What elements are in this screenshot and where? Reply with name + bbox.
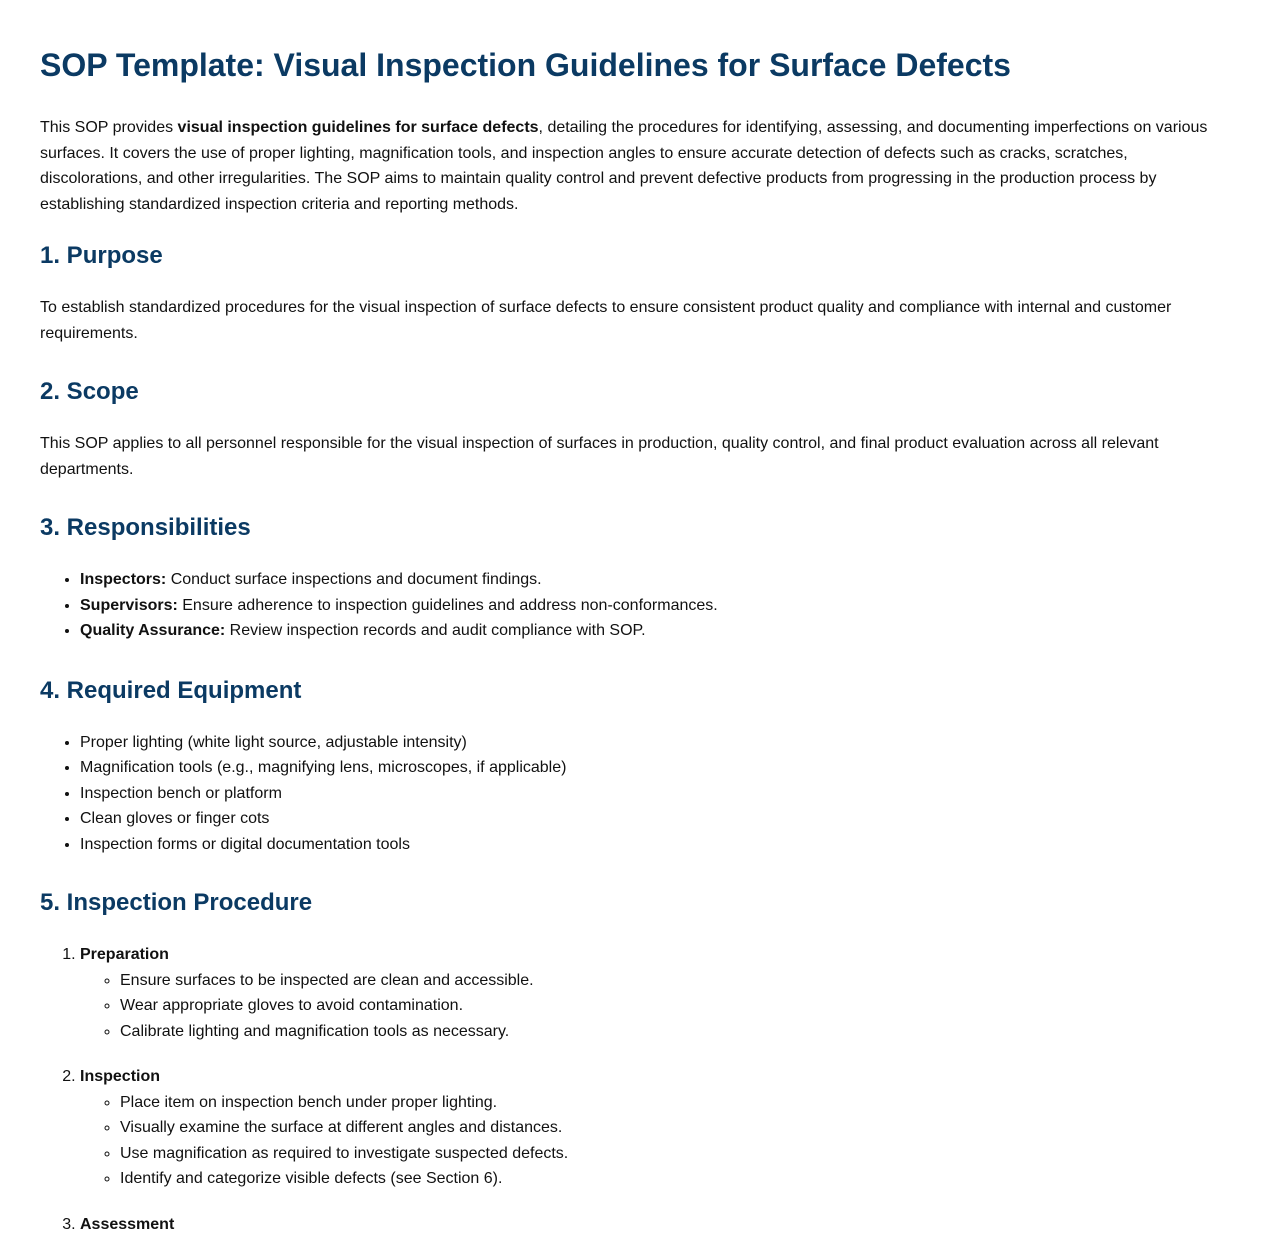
procedure-step xyxy=(80,1212,1223,1237)
step-title: Inspection xyxy=(80,1068,160,1085)
list-item: ◦ Use magnification as required to investigate suspected defects. xyxy=(120,1141,1223,1167)
responsibilities-list xyxy=(40,567,1223,644)
intro-bold: visual inspection guidelines for surface defects xyxy=(178,119,539,136)
role-label: Supervisors: xyxy=(80,597,178,614)
role-text: Review inspection records and audit compliance with SOP. xyxy=(225,622,645,639)
list-item xyxy=(80,618,1223,644)
list-item xyxy=(80,567,1223,593)
list-item: • Inspection bench or platform xyxy=(80,781,1223,807)
list-item: ◦ Calibrate lighting and magnification tools as necessary. xyxy=(120,1019,1223,1045)
intro-paragraph xyxy=(40,115,1223,217)
procedure-heading: 5. Inspection Procedure xyxy=(40,888,1223,918)
list-item: ◦ Wear appropriate gloves to avoid contamination. xyxy=(120,993,1223,1019)
responsibilities-heading: 3. Responsibilities xyxy=(40,513,1223,543)
list-item: • Inspection forms or digital documentation tools xyxy=(80,832,1223,858)
equipment-list xyxy=(40,730,1223,858)
role-text: Conduct surface inspections and document findings. xyxy=(166,571,541,588)
list-item: • Clean gloves or finger cots xyxy=(80,806,1223,832)
equipment-heading: 4. Required Equipment xyxy=(40,676,1223,706)
role-label: Inspectors: xyxy=(80,571,166,588)
purpose-heading: 1. Purpose xyxy=(40,241,1223,271)
list-item: • Proper lighting (white light source, adjustable intensity) xyxy=(80,730,1223,756)
list-item: ◦ Visually examine the surface at different angles and distances. xyxy=(120,1115,1223,1141)
purpose-text: To establish standardized procedures for the visual inspection of surface defects to ensure consistent product quality and compliance with internal and customer requirements. xyxy=(40,295,1223,346)
step-substeps xyxy=(80,1090,1223,1192)
page-title: SOP Template: Visual Inspection Guidelines for Surface Defects xyxy=(40,0,1223,85)
procedure-step xyxy=(80,942,1223,1044)
procedure-steps xyxy=(40,942,1223,1237)
role-label: Quality Assurance: xyxy=(80,622,225,639)
list-item: • Magnification tools (e.g., magnifying lens, microscopes, if applicable) xyxy=(80,755,1223,781)
step-title: Preparation xyxy=(80,946,169,963)
intro-suffix: , detailing the procedures for identifying, assessing, and documenting imperfections on various surfaces. It covers the use of proper lighting, magnification tools, and inspection angles to ensure accurate detection of defects such as cracks, scratches, discolorations, and other irregularities. The SOP aims to maintain quality control and prevent defective products from progressing in the production process by establishing standardized inspection criteria and reporting methods. xyxy=(40,119,1207,213)
scope-heading: 2. Scope xyxy=(40,377,1223,407)
list-item: ◦ Identify and categorize visible defects (see Section 6). xyxy=(120,1166,1223,1192)
role-text: Ensure adherence to inspection guidelines and address non-conformances. xyxy=(178,597,718,614)
list-item: ◦ Place item on inspection bench under proper lighting. xyxy=(120,1090,1223,1116)
procedure-step xyxy=(80,1064,1223,1192)
step-title: Assessment xyxy=(80,1216,174,1233)
step-substeps xyxy=(80,968,1223,1045)
intro-prefix: This SOP provides xyxy=(40,119,178,136)
scope-text: This SOP applies to all personnel responsible for the visual inspection of surfaces in production, quality control, and final product evaluation across all relevant departments. xyxy=(40,431,1223,482)
list-item: ◦ Ensure surfaces to be inspected are clean and accessible. xyxy=(120,968,1223,994)
list-item xyxy=(80,593,1223,619)
